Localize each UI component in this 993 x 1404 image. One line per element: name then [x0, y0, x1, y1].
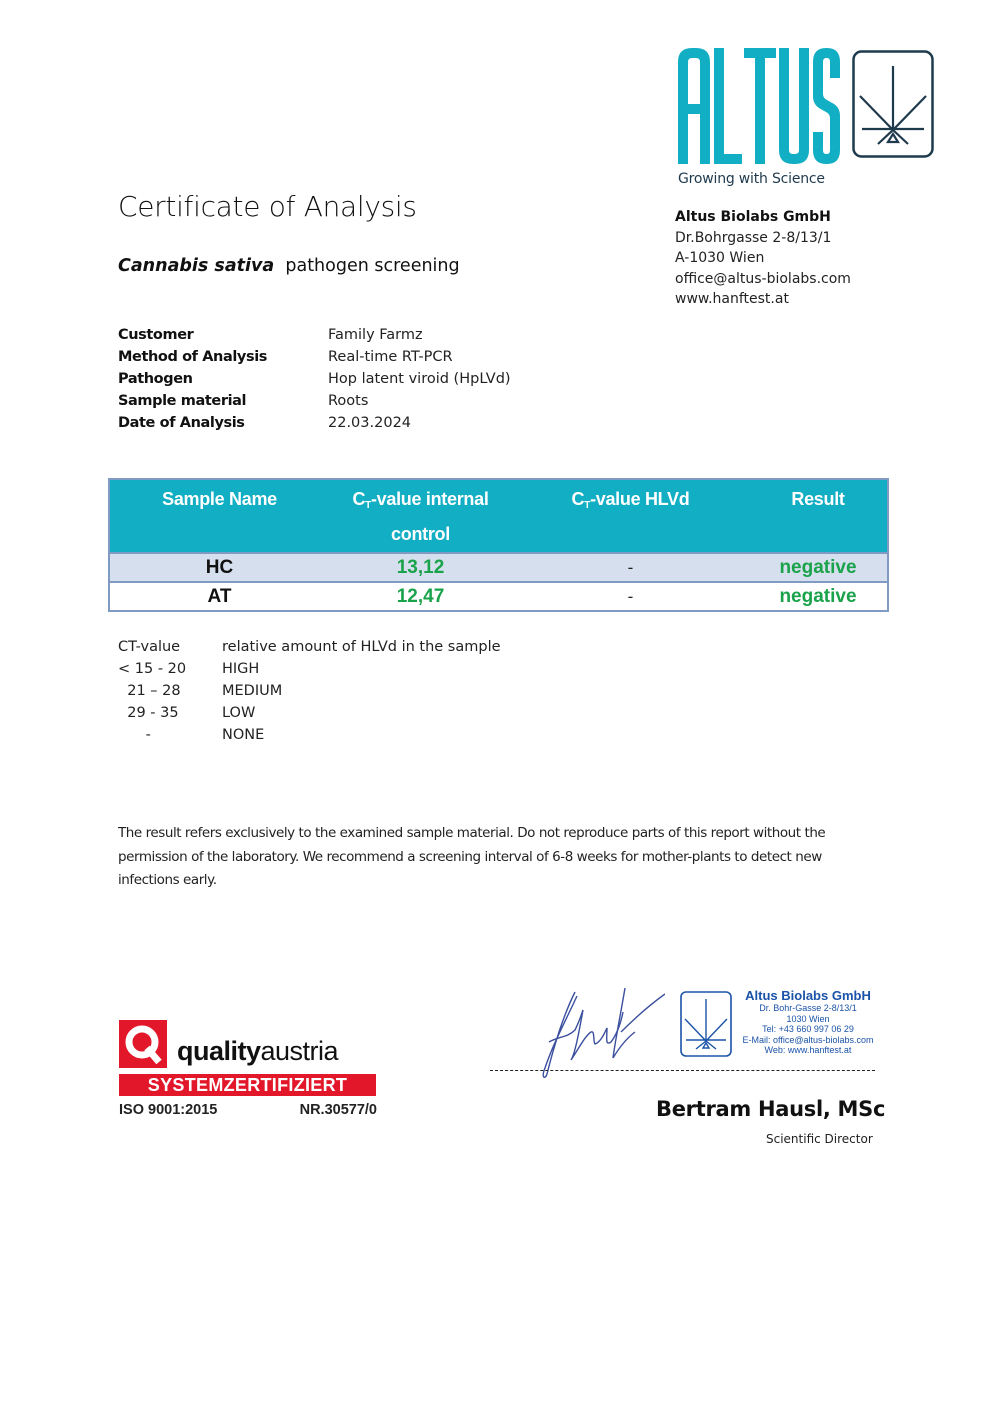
stamp-email: E-Mail: office@altus-biolabs.com: [742, 1034, 874, 1045]
signatory-role: Scientific Director: [766, 1132, 873, 1146]
lab-email[interactable]: office@altus-biolabs.com: [675, 270, 851, 287]
document-subtitle: [118, 256, 460, 276]
cell-ct-internal: 12,47: [329, 582, 512, 610]
stamp-tel: Tel: +43 660 997 06 29: [762, 1024, 854, 1034]
lab-street: Dr.Bohrgasse 2-8/13/1: [675, 229, 832, 246]
cannabis-leaf-icon: [852, 50, 934, 158]
disclaimer-text: The result refers exclusively to the examined sample material. Do not reproduce parts of this report without the permission of the laboratory. We recommend a screening interval of 6-8 weeks for mother-plants to detect new infections early.: [118, 825, 826, 888]
legend-range: < 15 - 20: [118, 661, 187, 677]
header-result: Result: [749, 480, 887, 553]
info-row-sample-material: [118, 390, 511, 412]
legend-row: [118, 658, 501, 680]
stamp-company: Altus Biolabs GmbH: [745, 988, 871, 1003]
lab-city: A-1030 Wien: [675, 250, 765, 266]
table-row: [110, 553, 887, 582]
lab-company-name: Altus Biolabs GmbH: [675, 209, 831, 225]
legend-level: HIGH: [222, 661, 260, 677]
analysis-info: [118, 324, 511, 434]
quality-austria-wordmark: qualityaustria: [177, 1036, 339, 1066]
subtitle-species: Cannabis sativa: [118, 256, 275, 276]
stamp-city: 1030 Wien: [786, 1013, 830, 1024]
legend-level: MEDIUM: [222, 683, 283, 699]
signatory-name: Bertram Hausl, MSc: [656, 1097, 886, 1121]
info-value: 22.03.2024: [328, 415, 412, 431]
legend-range: -: [118, 727, 151, 743]
table-row: [110, 582, 887, 610]
lab-website[interactable]: www.hanftest.at: [675, 291, 789, 307]
subtitle-rest: pathogen screening: [285, 256, 460, 276]
info-row-pathogen: [118, 368, 511, 390]
info-label: Sample material: [118, 393, 247, 409]
info-row-method: [118, 346, 511, 368]
document-title: Certificate of Analysis: [118, 190, 417, 223]
header-ct-hlvd: $C_T$-value HLVd: [512, 480, 749, 553]
company-stamp: [680, 988, 880, 1060]
ct-value-legend: [118, 636, 501, 746]
header-ct-internal: $C_T$-value internal control: [329, 480, 512, 553]
info-label: Method of Analysis: [118, 349, 268, 365]
info-value: Real-time RT-PCR: [328, 349, 453, 365]
brand-tagline: Growing with Science: [678, 171, 825, 187]
legend-row: [118, 724, 501, 746]
info-row-date: [118, 412, 511, 434]
cell-ct-hlvd: -: [512, 582, 749, 610]
quality-q-icon: [119, 1020, 167, 1068]
info-value: Family Farmz: [328, 327, 423, 343]
quality-austria-badge: [119, 1020, 377, 1120]
table-header-row: [110, 480, 887, 553]
legend-key-header: CT-value: [118, 639, 181, 655]
legend-level: LOW: [222, 705, 256, 721]
lab-address: [675, 207, 851, 310]
iso-standard: ISO 9001:2015: [119, 1102, 218, 1118]
cell-sample: AT: [110, 582, 329, 610]
stamp-logo-icon: [680, 991, 732, 1057]
legend-level: NONE: [222, 727, 265, 743]
signature-line: [490, 1070, 875, 1071]
cell-ct-hlvd: -: [512, 553, 749, 582]
info-value: Hop latent viroid (HpLVd): [328, 371, 511, 387]
legend-row: [118, 702, 501, 724]
info-row-customer: [118, 324, 511, 346]
cell-sample: HC: [110, 553, 329, 582]
info-label: Customer: [118, 327, 194, 343]
stamp-web: Web: www.hanftest.at: [764, 1045, 852, 1055]
cell-result: negative: [749, 582, 887, 610]
info-label: Date of Analysis: [118, 415, 245, 431]
altus-logo-wordmark: [678, 48, 840, 164]
cell-ct-internal: 13,12: [329, 553, 512, 582]
stamp-text: [734, 988, 882, 1056]
legend-range: 21 – 28: [118, 683, 181, 699]
results-table: [108, 478, 889, 612]
certification-band: SYSTEMZERTIFIZIERT: [119, 1074, 376, 1096]
stamp-street: Dr. Bohr-Gasse 2-8/13/1: [759, 1003, 857, 1013]
info-value: Roots: [328, 393, 369, 409]
legend-range: 29 - 35: [118, 705, 179, 721]
legend-header: [118, 636, 501, 658]
legend-row: [118, 680, 501, 702]
certificate-number: NR.30577/0: [299, 1102, 377, 1118]
handwritten-signature: [535, 982, 665, 1082]
legend-value-header: relative amount of HLVd in the sample: [222, 639, 501, 655]
info-label: Pathogen: [118, 371, 193, 387]
cell-result: negative: [749, 553, 887, 582]
header-sample-name: Sample Name: [110, 480, 329, 553]
